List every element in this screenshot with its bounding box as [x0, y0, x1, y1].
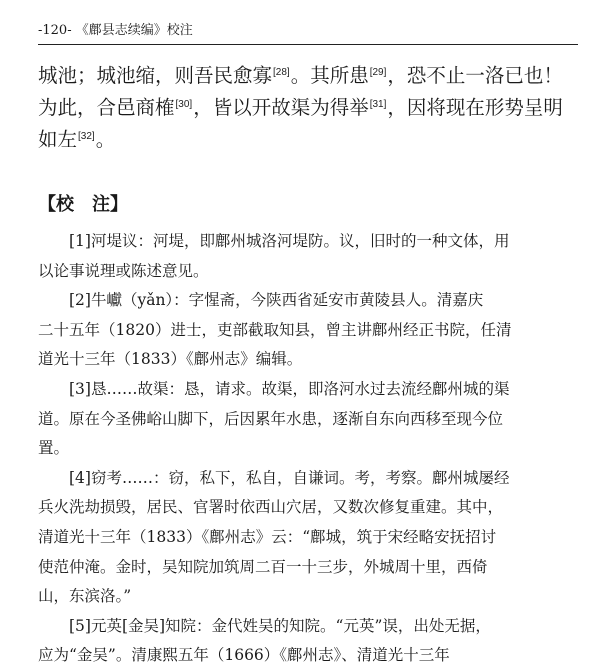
note-line: [5]元英[金吴]知院：金代姓吴的知院。“元英”误，出处无据，: [69, 616, 491, 635]
note-line: 以论事说理或陈述意见。: [38, 261, 209, 280]
note-line: [2]牛巘（yǎn）：字惺斋，今陕西省延安市黄陵县人。清嘉庆: [69, 291, 484, 310]
note-line: 山，东滨洛。”: [38, 587, 132, 606]
header-rule: [38, 44, 578, 45]
text-segment: ，皆以开故渠为得举: [193, 96, 369, 119]
text-segment: 如左: [38, 128, 78, 151]
running-header: -120- 《鄜县志续编》校注: [38, 23, 193, 38]
document-page: [38, 0, 578, 665]
text-segment: 。: [95, 128, 116, 151]
note-line: 应为“金吴”。清康熙五年（1666）《鄜州志》、清道光十三年: [38, 646, 450, 665]
note-line: 道光十三年（1833）《鄜州志》编辑。: [38, 350, 303, 369]
text-segment: 。其所患: [290, 64, 369, 87]
main-text-line: [38, 60, 578, 92]
note-line: 兵火洗劫损毁，居民、官署时依西山穴居，又数次修复重建。其中，: [38, 498, 504, 517]
text-segment: ，因将现在形势呈明: [387, 96, 563, 119]
note-line: 置。: [38, 439, 70, 458]
main-text: [38, 60, 578, 156]
section-title: 【校 注】: [38, 194, 128, 215]
note-line: 道。原在今圣佛峪山脚下，后因累年水患，逐渐自东向西移至现今位: [38, 409, 504, 428]
text-segment: ，恐不止一洛已也！: [387, 64, 563, 87]
footnote-ref[interactable]: [31]: [369, 99, 387, 110]
text-segment: 城池；城池缩，则吾民愈寡: [38, 64, 273, 87]
footnote-ref[interactable]: [32]: [78, 131, 95, 142]
note-line: [4]窃考……：窃，私下，私自，自谦词。考，考察。鄜州城屡经: [69, 468, 510, 487]
main-text-line: [38, 92, 578, 124]
note-line: [1]河堤议：河堤，即鄜州城洛河堤防。议，旧时的一种文体，用: [69, 232, 510, 250]
footnote-ref[interactable]: [28]: [273, 67, 290, 78]
footnote-ref[interactable]: [30]: [175, 99, 193, 110]
text-segment: 为此，合邑商榷: [38, 96, 175, 119]
main-text-line: [38, 124, 578, 156]
note-line: 清道光十三年（1833）《鄜州志》云：“鄜城，筑于宋经略安抚招讨: [38, 527, 497, 546]
footnote-ref[interactable]: [29]: [369, 67, 387, 78]
annotation-notes: [38, 227, 578, 671]
note-line: [3]恳……故渠：恳，请求。故渠，即洛河水过去流经鄜州城的渠: [69, 379, 510, 398]
note-line: 使范仲淹。金时，吴知院加筑周二百一十三步，外城周十里，西倚: [38, 557, 488, 576]
note-line: 二十五年（1820）进士，吏部截取知县，曾主讲鄜州经正书院，任清: [38, 320, 512, 339]
